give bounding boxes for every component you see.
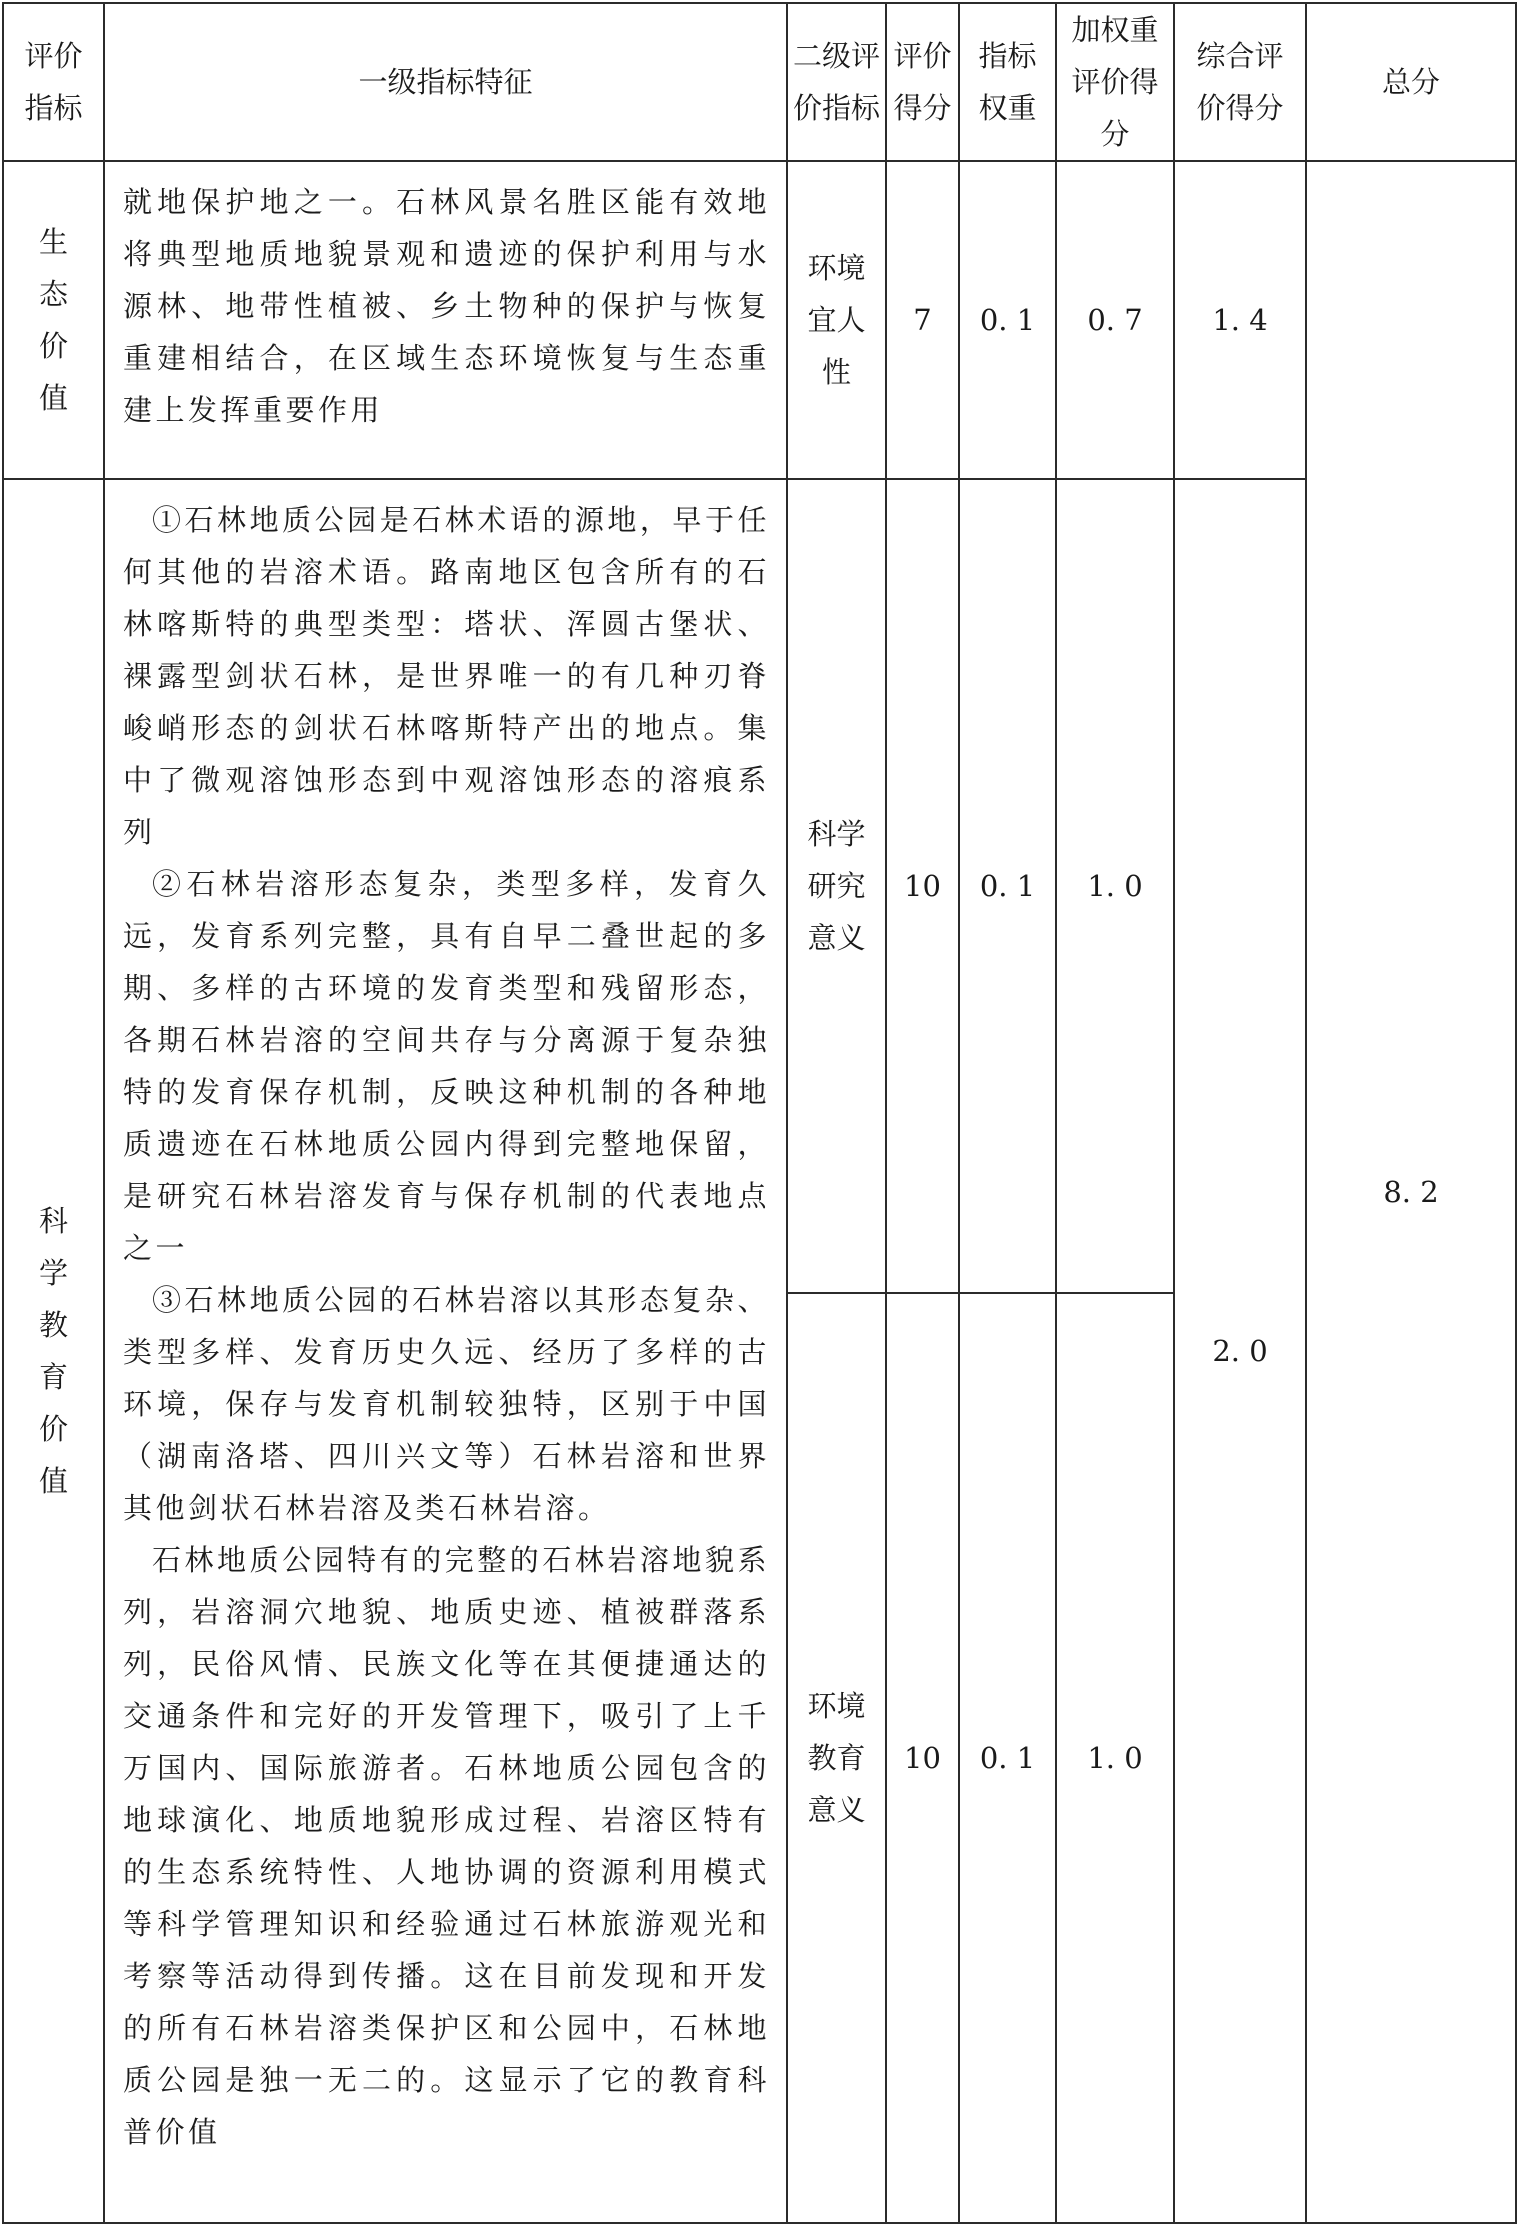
score-sci-1: 10 xyxy=(886,479,959,1293)
score-eco: 7 xyxy=(886,161,959,479)
table-row-eco xyxy=(3,161,1516,479)
total-score: 8. 2 xyxy=(1306,161,1516,2223)
feature-sci-p3: ③石林地质公园的石林岩溶以其形态复杂、类型多样、发育历史久远、经历了多样的古环境，保存与发育机制较独特，区别于中国（湖南洛塔、四川兴文等）石林岩溶和世界其他剑状石林岩溶及类石林岩溶。 xyxy=(123,1283,770,1525)
weight-sci-1: 0. 1 xyxy=(959,479,1056,1293)
weighted-sci-2: 1. 0 xyxy=(1056,1293,1174,2223)
header-feature: 一级指标特征 xyxy=(104,3,787,161)
feature-sci xyxy=(104,479,787,2223)
feature-eco xyxy=(104,161,787,479)
feature-sci-p1: ①石林地质公园是石林术语的源地，早于任何其他的岩溶术语。路南地区包含所有的石林喀斯特的典型类型：塔状、浑圆古堡状、裸露型剑状石林，是世界唯一的有几种刃脊峻峭形态的剑状石林喀斯特产出的地点。集中了微观溶蚀形态到中观溶蚀形态的溶痕系列 xyxy=(123,503,770,849)
combined-eco: 1. 4 xyxy=(1174,161,1306,479)
header-combined: 综合评价得分 xyxy=(1174,3,1306,161)
table-row-sci-1 xyxy=(3,479,1516,1293)
feature-sci-p2: ②石林岩溶形态复杂，类型多样，发育久远，发育系列完整，具有自早二叠世起的多期、多样的古环境的发育类型和残留形态，各期石林岩溶的空间共存与分离源于复杂独特的发育保存机制，反映这种机制的各种地质遗迹在石林地质公园内得到完整地保留，是研究石林岩溶发育与保存机制的代表地点之一 xyxy=(123,867,770,1265)
evaluation-table xyxy=(2,2,1517,2224)
header-total: 总分 xyxy=(1306,3,1516,161)
sub-indicator-eco: 环境宜人性 xyxy=(787,161,886,479)
header-score: 评价得分 xyxy=(886,3,959,161)
header-weight: 指标权重 xyxy=(959,3,1056,161)
header-weighted: 加权重评价得分 xyxy=(1056,3,1174,161)
feature-sci-p4: 石林地质公园特有的完整的石林岩溶地貌系列，岩溶洞穴地貌、地质史迹、植被群落系列，民俗风情、民族文化等在其便捷通达的交通条件和完好的开发管理下，吸引了上千万国内、国际旅游者。石林地质公园包含的地球演化、地质地貌形成过程、岩溶区特有的生态系统特性、人地协调的资源利用模式等科学管理知识和经验通过石林旅游观光和考察等活动得到传播。这在目前发现和开发的所有石林岩溶类保护区和公园中，石林地质公园是独一无二的。这显示了它的教育科普价值 xyxy=(123,1543,770,2149)
header-indicator: 评价指标 xyxy=(3,3,104,161)
weight-eco: 0. 1 xyxy=(959,161,1056,479)
score-sci-2: 10 xyxy=(886,1293,959,2223)
indicator-sci: 科学教育价值 xyxy=(3,479,104,2223)
weighted-eco: 0. 7 xyxy=(1056,161,1174,479)
header-sub-indicator: 二级评价指标 xyxy=(787,3,886,161)
combined-sci: 2. 0 xyxy=(1174,479,1306,2223)
weighted-sci-1: 1. 0 xyxy=(1056,479,1174,1293)
weight-sci-2: 0. 1 xyxy=(959,1293,1056,2223)
sub-indicator-sci-2: 环境教育意义 xyxy=(787,1293,886,2223)
header-row xyxy=(3,3,1516,161)
indicator-eco: 生态价值 xyxy=(3,161,104,479)
feature-eco-text: 就地保护地之一。石林风景名胜区能有效地将典型地质地貌景观和遗迹的保护利用与水源林、地带性植被、乡土物种的保护与恢复重建相结合，在区域生态环境恢复与生态重建上发挥重要作用 xyxy=(123,185,770,427)
sub-indicator-sci-1: 科学研究意义 xyxy=(787,479,886,1293)
